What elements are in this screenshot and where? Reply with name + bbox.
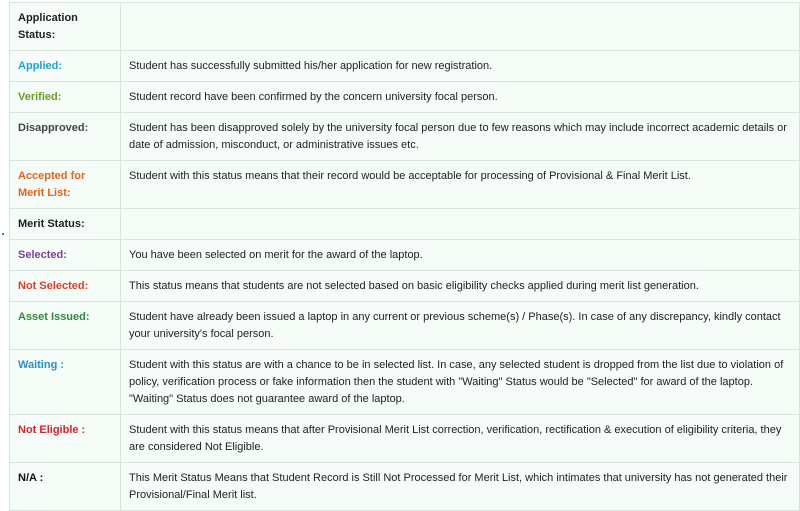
status-row — [10, 240, 800, 271]
section-header-empty-cell — [121, 3, 800, 51]
status-description: Student with this status means that after Provisional Merit List correction, verification, rectification & execution of eligibility criteria, they are considered Not Eligible. — [121, 415, 800, 463]
status-label: Not Eligible : — [10, 415, 121, 463]
status-table — [9, 2, 800, 511]
status-label: Selected: — [10, 240, 121, 271]
status-label: Verified: — [10, 82, 121, 113]
status-description: Student with this status means that their record would be acceptable for processing of Provisional & Final Merit List. — [121, 161, 800, 209]
status-description: Student have already been issued a laptop in any current or previous scheme(s) / Phase(s). In case of any discrepancy, kindly contact your university's focal person. — [121, 302, 800, 350]
status-label: Accepted for Merit List: — [10, 161, 121, 209]
status-legend — [9, 2, 800, 511]
status-description: Student has been disapproved solely by the university focal person due to few reasons which may include incorrect academic details or date of admission, misconduct, or administrative issues etc. — [121, 113, 800, 161]
status-row — [10, 51, 800, 82]
status-row — [10, 463, 800, 511]
status-row — [10, 82, 800, 113]
status-row — [10, 302, 800, 350]
status-description: You have been selected on merit for the award of the laptop. — [121, 240, 800, 271]
section-header-empty-cell — [121, 209, 800, 240]
status-label: Disapproved: — [10, 113, 121, 161]
status-label: Asset Issued: — [10, 302, 121, 350]
status-label: Applied: — [10, 51, 121, 82]
status-row — [10, 113, 800, 161]
status-description: This Merit Status Means that Student Record is Still Not Processed for Merit List, which intimates that university has not generated their Provisional/Final Merit list. — [121, 463, 800, 511]
status-description: This status means that students are not selected based on basic eligibility checks applied during merit list generation. — [121, 271, 800, 302]
section-header-row — [10, 209, 800, 240]
status-label: Not Selected: — [10, 271, 121, 302]
status-table-body — [10, 3, 800, 511]
status-row — [10, 271, 800, 302]
status-label: N/A : — [10, 463, 121, 511]
status-row — [10, 415, 800, 463]
status-row — [10, 350, 800, 415]
status-label: Waiting : — [10, 350, 121, 415]
status-row — [10, 161, 800, 209]
section-header-label: Merit Status: — [10, 209, 121, 240]
status-description: Student with this status are with a chance to be in selected list. In case, any selected student is dropped from the list due to violation of policy, verification process or fake information then the student with "Waiting" Status would be "Selected" for award of the laptop. "Waiting" Status does not guarantee award of the laptop. — [121, 350, 800, 415]
stray-dot — [2, 233, 4, 235]
section-header-row — [10, 3, 800, 51]
status-description: Student has successfully submitted his/her application for new registration. — [121, 51, 800, 82]
status-description: Student record have been confirmed by the concern university focal person. — [121, 82, 800, 113]
section-header-label: Application Status: — [10, 3, 121, 51]
